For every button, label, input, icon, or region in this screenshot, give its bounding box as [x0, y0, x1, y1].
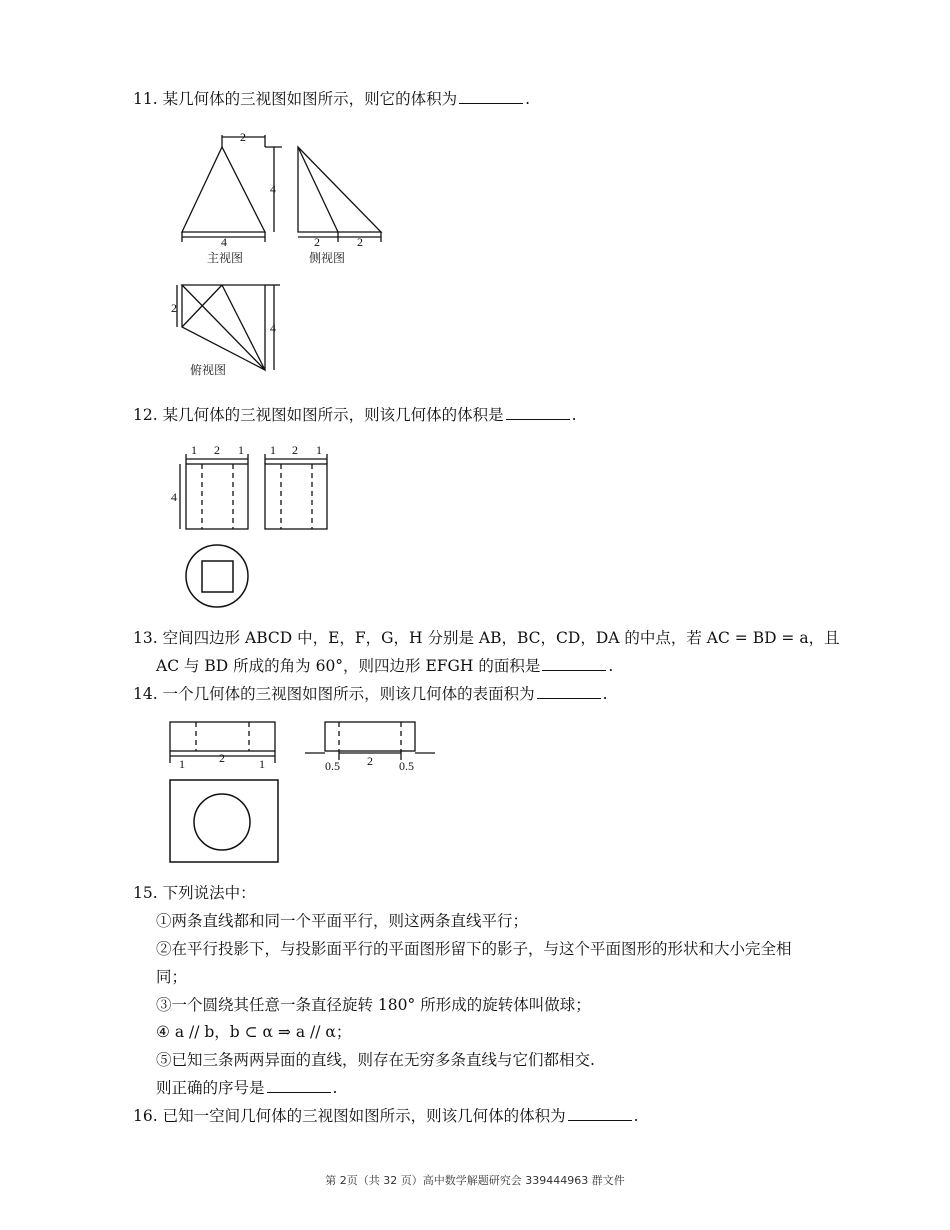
q11-text: 11. 某几何体的三视图如图所示，则它的体积为 . [133, 90, 531, 108]
q12-label-h: 4 [171, 490, 177, 504]
q15-item-4: ④ a // b，b ⊂ α ⇒ a // α； [156, 1023, 352, 1041]
q14-label-l2: 2 [219, 751, 225, 765]
answer-blank[interactable] [537, 684, 601, 699]
q11-caption-front: 主视图 [207, 251, 244, 265]
q14-three-views [165, 718, 445, 868]
q11-front-view [182, 135, 282, 242]
q11-label-top: 2 [240, 130, 246, 144]
q12-label-a3: 1 [238, 443, 244, 457]
q14-label-r1: 0.5 [325, 759, 340, 773]
answer-blank[interactable] [568, 1106, 632, 1121]
answer-blank[interactable] [459, 89, 523, 104]
q14-label-r3: 0.5 [399, 759, 414, 773]
q12-label-a1: 1 [191, 443, 197, 457]
q16-text: 16. 已知一空间几何体的三视图如图所示，则该几何体的体积为 . [133, 1107, 639, 1125]
q12-side-view [265, 454, 327, 529]
q11-label-base: 4 [221, 235, 227, 249]
q15-item-1: ①两条直线都和同一个平面平行，则这两条直线平行； [156, 912, 529, 930]
q15-answer-line: 则正确的序号是 . [156, 1079, 338, 1097]
q12-label-a2: 2 [214, 443, 220, 457]
q15-item-5: ⑤已知三条两两异面的直线，则存在无穷多条直线与它们都相交. [156, 1051, 595, 1069]
q11-caption-side: 侧视图 [309, 251, 346, 265]
q11-three-views [170, 125, 400, 380]
answer-blank[interactable] [506, 405, 570, 420]
q14-text: 14. 一个几何体的三视图如图所示，则该几何体的表面积为 . [133, 685, 608, 703]
q12-label-b1: 1 [270, 443, 276, 457]
answer-blank[interactable] [542, 656, 606, 671]
q15-item-2: ②在平行投影下，与投影面平行的平面图形留下的影子，与这个平面图形的形状和大小完全相 [156, 940, 792, 958]
q11-label-plan-right: 4 [270, 321, 276, 335]
q14-plan-view [170, 780, 278, 862]
q15-item-2-cont: 同； [156, 968, 188, 986]
q11-label-side-right: 2 [357, 235, 363, 249]
q11-label-plan-left: 2 [171, 301, 177, 315]
q12-three-views [170, 442, 340, 612]
q14-label-r2: 2 [367, 754, 373, 768]
answer-blank[interactable] [267, 1078, 331, 1093]
q13-line2: AC 与 BD 所成的角为 60°，则四边形 EFGH 的面积是 . [156, 657, 614, 675]
q15-item-3: ③一个圆绕其任意一条直径旋转 180° 所形成的旋转体叫做球； [156, 996, 591, 1014]
q11-label-side-left: 2 [314, 235, 320, 249]
q12-label-b2: 2 [292, 443, 298, 457]
q13-line1: 13. 空间四边形 ABCD 中，E，F，G，H 分别是 AB，BC，CD，DA 的中点，若 AC = BD = a，且 [133, 629, 840, 647]
page-footer: 第 2页（共 32 页）高中数学解题研究会 339444963 群文件 [325, 1174, 625, 1187]
q11-caption-plan: 俯视图 [190, 363, 227, 377]
q14-label-l1: 1 [179, 757, 185, 771]
q12-text: 12. 某几何体的三视图如图所示，则该几何体的体积是 . [133, 406, 577, 424]
q12-label-b3: 1 [316, 443, 322, 457]
q11-side-view [298, 147, 381, 242]
q11-label-height: 4 [270, 182, 276, 196]
q11-plan-view [177, 285, 280, 370]
q14-label-l3: 1 [259, 757, 265, 771]
q12-plan-view [186, 545, 248, 607]
q15-title: 15. 下列说法中： [133, 884, 256, 902]
q12-front-view [180, 454, 248, 529]
